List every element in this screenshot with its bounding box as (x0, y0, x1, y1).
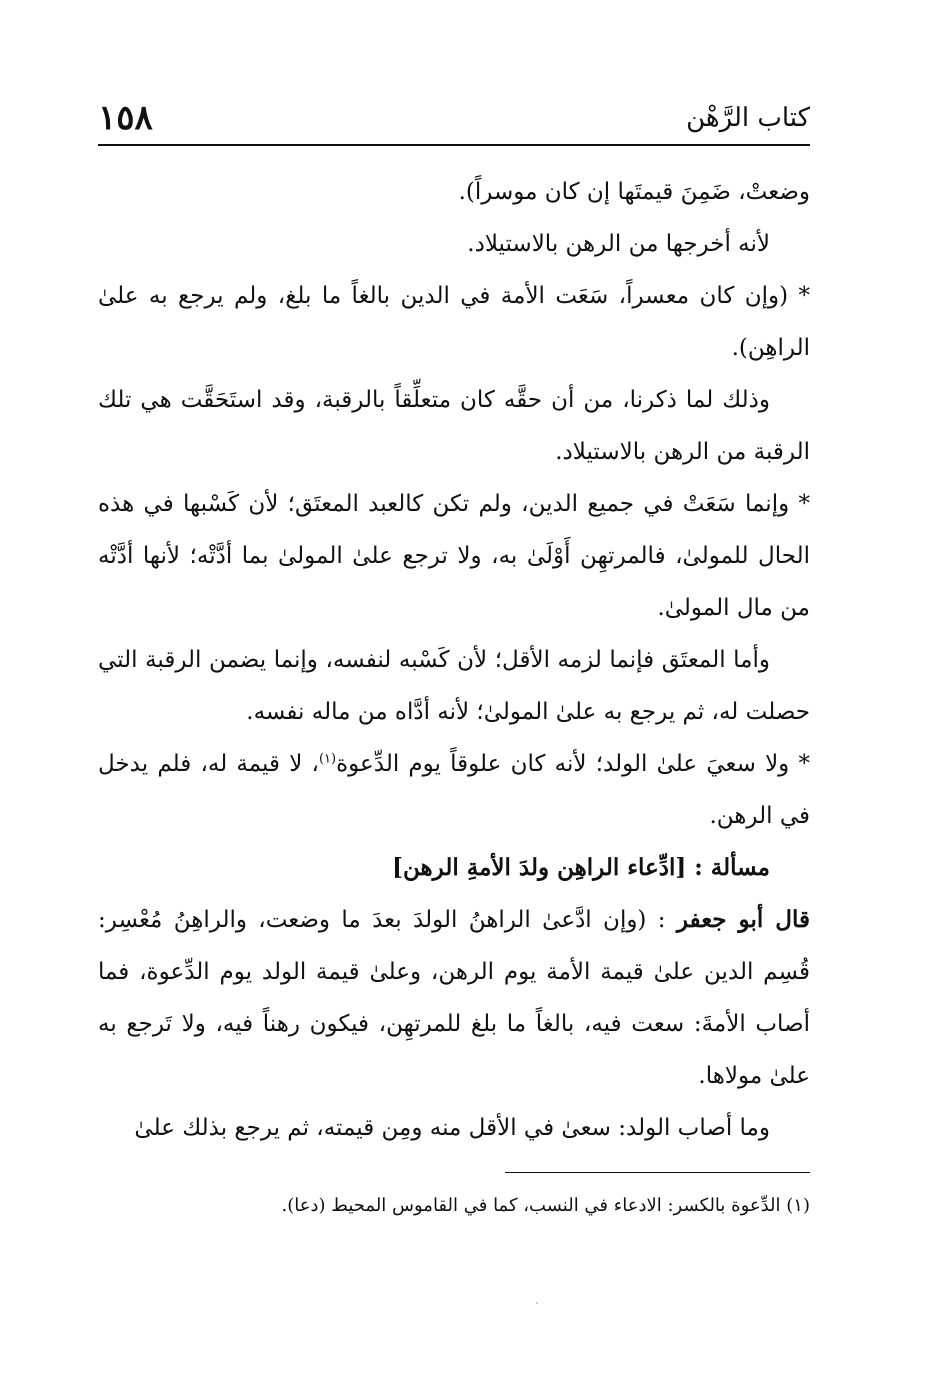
paragraph-3: * (وإن كان معسراً، سَعَت الأمة في الدين بالغاً ما بلغ، ولم يرجع به علىٰ الراهِن). (98, 283, 810, 361)
page-number: ١٥٨ (98, 98, 153, 138)
running-title: كتاب الرَّهْن (686, 103, 810, 133)
scan-speck (536, 1302, 538, 1304)
footnote-rule (505, 1172, 810, 1173)
footnote: (١) الدِّعوة بالكسر: الادعاء في النسب، كما في القاموس المحيط (دعا). (281, 1195, 810, 1216)
speaker-name: قال أبو جعفر (676, 906, 810, 933)
paragraph-4: وذلك لما ذكرنا، من أن حقَّه كان متعلِّقاً بالرقبة، وقد استَحَقَّت هي تلك الرقبة من الرهن بالاستيلاد. (98, 387, 810, 465)
paragraph-7-part-2: ، لا قيمة له، فلم يدخل في الرهن. (98, 751, 810, 829)
paragraph-8-text: : (وإن ادَّعىٰ الراهنُ الولدَ بعدَ ما وضعت، والراهِنُ مُعْسِر: قُسِم الدين علىٰ قيمة الأمة يوم الرهن، وعلىٰ قيمة الولد يوم الدِّعوة، فما أصاب الأمةَ: سعت فيه، بالغاً ما بلغ للمرتهِن، فيكون رهناً فيه، ولا تَرجع به علىٰ مولاها. (98, 907, 810, 1089)
paragraph-7 (98, 738, 810, 842)
paragraph-1: وضعتْ، ضَمِنَ قيمتَها إن كان موسراً). (458, 179, 810, 205)
paragraph-6: وأما المعتَق فإنما لزمه الأقل؛ لأن كَسْبه لنفسه، وإنما يضمن الرقبة التي حصلت له، ثم يرجع به علىٰ المولىٰ؛ لأنه أدَّاه من ماله نفسه. (98, 647, 810, 725)
main-text (98, 166, 810, 1154)
section-heading: مسألة : [ادِّعاء الراهِن ولدَ الأمةِ الرهن] (392, 854, 770, 881)
paragraph-2: لأنه أخرجها من الرهن بالاستيلاد. (467, 231, 770, 257)
header-rule (98, 144, 810, 146)
paragraph-5: * وإنما سَعَتْ في جميع الدين، ولم تكن كالعبد المعتَق؛ لأن كَسْبها في هذه الحال للمولىٰ، فالمرتهِن أَوْلَىٰ به، ولا ترجع علىٰ المولىٰ بما أدَّتْه؛ لأنها أدَّتْه من مال المولىٰ. (98, 491, 810, 621)
paragraph-7-part-1: * ولا سعيَ علىٰ الولد؛ لأنه كان علوقاً يوم الدِّعوة (336, 751, 811, 777)
paragraph-9: وما أصاب الولد: سعىٰ في الأقل منه ومِن قيمته، ثم يرجع بذلك علىٰ (134, 1115, 770, 1141)
page-header (98, 88, 810, 144)
paragraph-8 (98, 894, 810, 1102)
footnote-reference: (١) (318, 751, 337, 767)
